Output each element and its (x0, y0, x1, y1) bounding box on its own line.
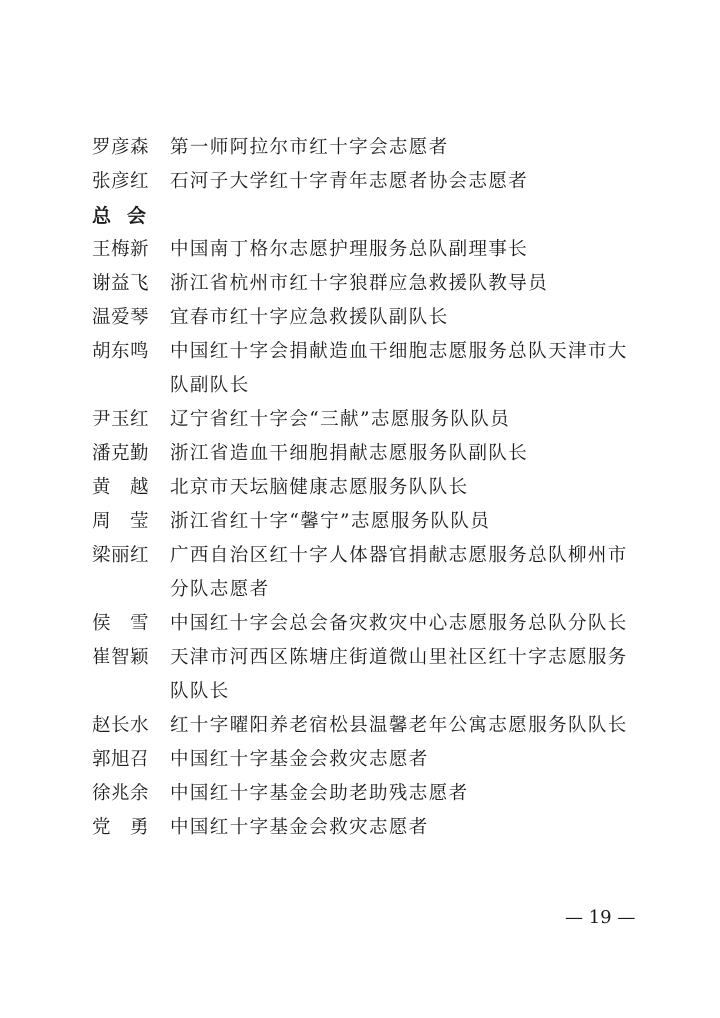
volunteer-affiliation: 浙江省造血干细胞捐献志愿服务队副队长 (170, 443, 529, 464)
list-item (92, 641, 632, 709)
volunteer-name: 赵长水 (92, 715, 150, 736)
volunteer-affiliation: 浙江省杭州市红十字狼群应急救援队教导员 (170, 273, 549, 294)
volunteer-name: 张彦红 (92, 171, 150, 192)
volunteer-name: 梁丽红 (92, 545, 150, 566)
volunteer-affiliation: 中国南丁格尔志愿护理服务总队副理事长 (170, 239, 529, 260)
volunteer-name: 尹玉红 (92, 409, 150, 430)
volunteer-affiliation: 辽宁省红十字会“三献”志愿服务队队员 (170, 409, 511, 430)
list-item (92, 335, 632, 403)
volunteer-affiliation: 广西自治区红十字人体器官捐献志愿服务总队柳州市分队志愿者 (170, 545, 628, 600)
volunteer-name: 党 勇 (92, 817, 150, 838)
volunteer-name: 崔智颖 (92, 647, 150, 668)
volunteer-affiliation: 中国红十字会总会备灾救灾中心志愿服务总队分队长 (170, 613, 628, 634)
section-heading: 总会 (92, 205, 163, 227)
list-item (92, 165, 632, 199)
list-item (92, 811, 632, 845)
volunteer-affiliation: 中国红十字基金会救灾志愿者 (170, 817, 429, 838)
page-number: — 19 — (565, 907, 636, 928)
volunteer-name: 郭旭召 (92, 749, 150, 770)
volunteer-list (92, 131, 632, 845)
list-item (92, 471, 632, 505)
list-item (92, 505, 632, 539)
volunteer-name: 罗彦森 (92, 137, 150, 158)
list-item (92, 267, 632, 301)
volunteer-name: 温爱琴 (92, 307, 150, 328)
volunteer-affiliation: 第一师阿拉尔市红十字会志愿者 (170, 137, 449, 158)
volunteer-name: 潘克勤 (92, 443, 150, 464)
list-item (92, 539, 632, 607)
list-item (92, 131, 632, 165)
list-item (92, 301, 632, 335)
volunteer-name: 徐兆余 (92, 783, 150, 804)
volunteer-affiliation: 中国红十字基金会救灾志愿者 (170, 749, 429, 770)
volunteer-name: 谢益飞 (92, 273, 150, 294)
volunteer-name: 黄 越 (92, 477, 150, 498)
list-item (92, 607, 632, 641)
volunteer-affiliation: 浙江省红十字“馨宁”志愿服务队队员 (170, 511, 491, 532)
volunteer-name: 周 莹 (92, 511, 150, 532)
volunteer-name: 胡东鸣 (92, 341, 150, 362)
volunteer-affiliation: 石河子大学红十字青年志愿者协会志愿者 (170, 171, 529, 192)
volunteer-affiliation: 红十字曜阳养老宿松县温馨老年公寓志愿服务队队长 (170, 715, 628, 736)
list-item (92, 777, 632, 811)
list-item (92, 233, 632, 267)
list-item (92, 437, 632, 471)
list-item (92, 403, 632, 437)
volunteer-affiliation: 北京市天坛脑健康志愿服务队队长 (170, 477, 469, 498)
volunteer-affiliation: 宜春市红十字应急救援队副队长 (170, 307, 449, 328)
volunteer-affiliation: 中国红十字会捐献造血干细胞志愿服务总队天津市大队副队长 (170, 341, 628, 396)
list-item (92, 743, 632, 777)
volunteer-name: 侯 雪 (92, 613, 150, 634)
volunteer-affiliation: 中国红十字基金会助老助残志愿者 (170, 783, 469, 804)
list-item (92, 709, 632, 743)
volunteer-affiliation: 天津市河西区陈塘庄街道微山里社区红十字志愿服务队队长 (170, 647, 628, 702)
volunteer-name: 王梅新 (92, 239, 150, 260)
